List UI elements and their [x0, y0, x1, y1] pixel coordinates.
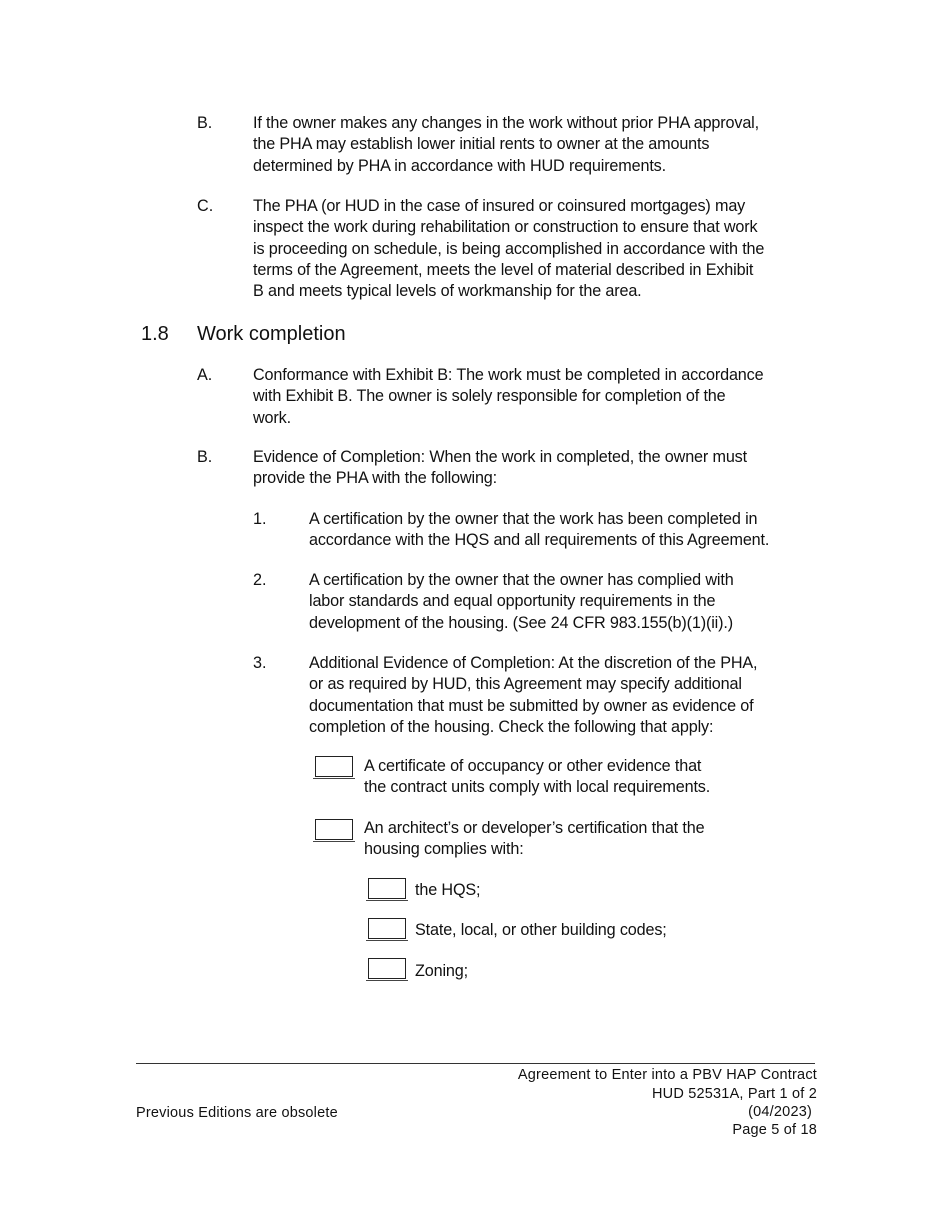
obsolete-note: Previous Editions are obsolete: [136, 1105, 338, 1121]
footer-divider: [136, 1063, 815, 1064]
text-line: provide the PHA with the following:: [253, 469, 497, 488]
item-b2-text: [253, 447, 747, 490]
text-line: the PHA may establish lower initial rents to owner at the amounts: [253, 135, 710, 154]
architect-certification-checkbox[interactable]: [315, 819, 353, 840]
sub-item-1-text: [309, 509, 769, 552]
text-line: A certification by the owner that the owner has complied with: [309, 571, 734, 589]
zoning-label: Zoning;: [415, 962, 468, 980]
zoning-checkbox[interactable]: [368, 958, 406, 979]
item-label-a: A.: [197, 366, 213, 384]
sub-item-3-text: [309, 653, 757, 738]
sub-item-2-text: [309, 570, 734, 634]
text-line: terms of the Agreement, meets the level of material described in Exhibit: [253, 260, 754, 279]
text-line: B and meets typical levels of workmanship for the area.: [253, 282, 642, 301]
item-label-c: C.: [197, 197, 214, 215]
item-label-b: B.: [197, 114, 213, 132]
text-line: accordance with the HQS and all requirements of this Agreement.: [309, 531, 770, 550]
text-line: determined by PHA in accordance with HUD requirements.: [253, 156, 666, 175]
architect-certification-label: [364, 818, 704, 861]
section-number: 1.8: [141, 323, 169, 345]
text-line: development of the housing. (See 24 CFR 983.155(b)(1)(ii).): [309, 613, 733, 632]
building-codes-checkbox[interactable]: [368, 918, 406, 939]
page-number: Page 5 of 18: [732, 1122, 817, 1138]
form-number: HUD 52531A, Part 1 of 2: [652, 1086, 817, 1102]
text-line: is proceeding on schedule, is being accomplished in accordance with the: [253, 239, 765, 258]
text-line: If the owner makes any changes in the work without prior PHA approval,: [253, 114, 759, 132]
text-line: the contract units comply with local requirements.: [364, 778, 711, 797]
hqs-label: the HQS;: [415, 881, 481, 899]
text-line: labor standards and equal opportunity requirements in the: [309, 592, 716, 611]
text-line: Evidence of Completion: When the work in completed, the owner must: [253, 448, 747, 466]
occupancy-certificate-checkbox[interactable]: [315, 756, 353, 777]
text-line: The PHA (or HUD in the case of insured or coinsured mortgages) may: [253, 197, 746, 215]
text-line: or as required by HUD, this Agreement may specify additional: [309, 675, 742, 694]
item-c-text: [253, 196, 764, 302]
text-line: Additional Evidence of Completion: At the discretion of the PHA,: [309, 654, 758, 672]
form-date: (04/2023): [748, 1104, 812, 1120]
building-codes-label: State, local, or other building codes;: [415, 921, 667, 939]
form-title: Agreement to Enter into a PBV HAP Contract: [517, 1067, 817, 1083]
text-line: An architect’s or developer’s certification that the: [364, 819, 705, 837]
section-title: Work completion: [197, 323, 346, 345]
text-line: Conformance with Exhibit B: The work must be completed in accordance: [253, 366, 764, 384]
text-line: inspect the work during rehabilitation or construction to ensure that work: [253, 218, 758, 237]
text-line: documentation that must be submitted by owner as evidence of: [309, 696, 754, 715]
text-line: work.: [253, 408, 291, 427]
item-b-text: [253, 113, 759, 177]
occupancy-certificate-label: [364, 756, 710, 799]
sub-item-label-2: 2.: [253, 571, 267, 589]
text-line: A certification by the owner that the work has been completed in: [309, 510, 758, 528]
text-line: housing complies with:: [364, 840, 524, 859]
item-label-b2: B.: [197, 448, 213, 466]
hqs-checkbox[interactable]: [368, 878, 406, 899]
text-line: A certificate of occupancy or other evidence that: [364, 757, 702, 775]
sub-item-label-3: 3.: [253, 654, 267, 672]
item-a-text: [253, 365, 763, 429]
text-line: completion of the housing. Check the following that apply:: [309, 717, 714, 736]
sub-item-label-1: 1.: [253, 510, 267, 528]
text-line: with Exhibit B. The owner is solely responsible for completion of the: [253, 387, 726, 406]
